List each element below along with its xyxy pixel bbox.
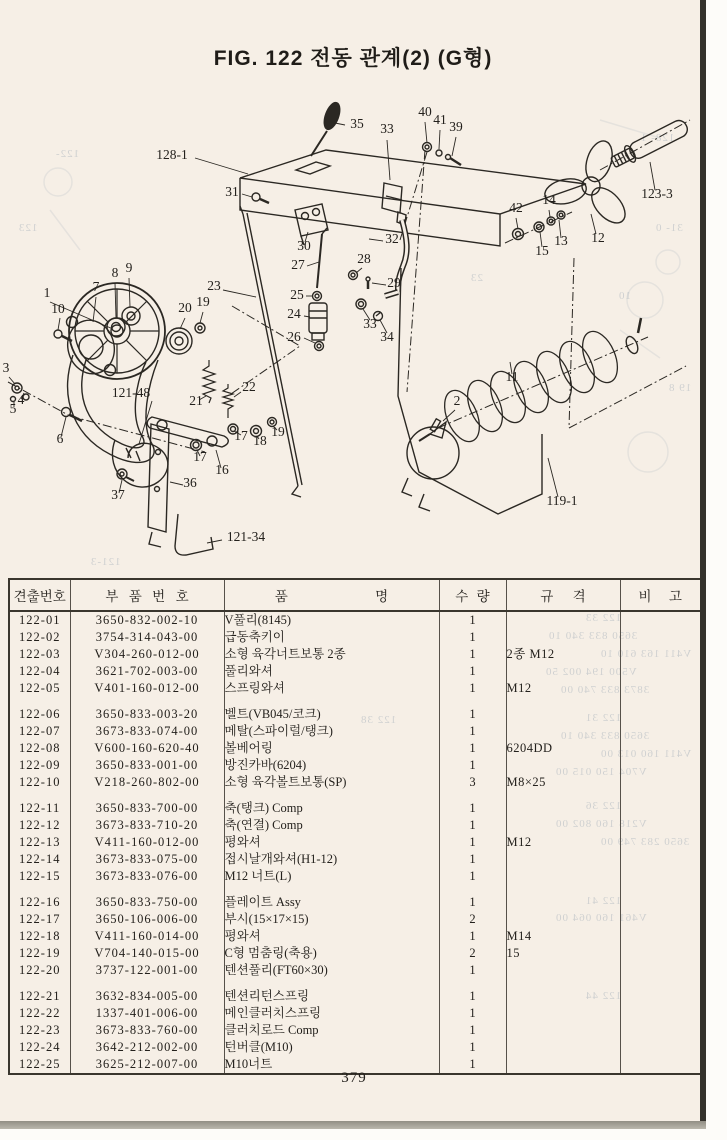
item-no-cell: 122-18 (19, 929, 61, 943)
screw-set (423, 143, 462, 166)
callout-17: 17 (234, 428, 248, 443)
remark-cell (620, 1022, 701, 1039)
remark-cell (620, 928, 701, 945)
callout-41: 41 (433, 112, 447, 127)
callout-14: 14 (542, 192, 556, 207)
part-no-cell: 1337-401-006-00 (70, 1005, 224, 1022)
item-no-cell: 122-22 (19, 1006, 61, 1020)
part-no-cell: 3673-833-074-00 (70, 723, 224, 740)
callout-37: 37 (111, 487, 125, 502)
qty-cell: 1 (439, 834, 506, 851)
table-row (9, 851, 701, 868)
table-row (9, 646, 701, 663)
spec-cell (506, 851, 620, 868)
qty-cell: 3 (439, 774, 506, 791)
part-no-cell: V704-140-015-00 (70, 945, 224, 962)
spec-cell (506, 1039, 620, 1056)
spec-cell: 2종 M12 (506, 646, 620, 663)
remark-cell (620, 851, 701, 868)
bleedthrough-ghost-text: 122- (55, 148, 80, 160)
callout-2: 2 (453, 393, 461, 408)
header-item-no: 견출번호 (9, 579, 70, 611)
spec-cell (506, 629, 620, 646)
header-part-name: 품 명 (224, 579, 439, 611)
header-part-no: 부 품 번 호 (70, 579, 224, 611)
remark-cell (620, 800, 701, 817)
callout-35: 35 (350, 116, 364, 131)
callout-23: 23 (207, 278, 221, 293)
table-row (9, 663, 701, 680)
table-row (9, 868, 701, 885)
item-no-cell: 122-14 (19, 852, 61, 866)
spec-cell: M12 (506, 680, 620, 697)
hinge-plate (252, 193, 328, 245)
bleedthrough-ghost-text: 123 (18, 222, 38, 234)
hook-bracket (175, 514, 213, 555)
callout-121-34: 121-34 (226, 529, 266, 544)
remark-cell (620, 911, 701, 928)
item-no-cell: 122-11 (19, 801, 61, 815)
qty-cell: 1 (439, 740, 506, 757)
callout-30: 30 (297, 238, 311, 253)
bleedthrough-ghost-text: 10 (618, 290, 631, 302)
table-header-row (9, 579, 701, 611)
tension-pulley (166, 323, 205, 354)
part-name-cell: C형 멈춤링(축용) (224, 945, 439, 962)
table-group-gap (9, 979, 701, 988)
spec-cell (506, 988, 620, 1005)
bleedthrough-ghost-text: 121-3 (90, 556, 121, 568)
part-name-cell: 벨트(VB045/코크) (224, 706, 439, 723)
item-no-cell: 122-25 (19, 1057, 61, 1071)
qty-cell: 1 (439, 1039, 506, 1056)
callout-33: 33 (363, 316, 377, 331)
part-no-cell: 3650-833-001-00 (70, 757, 224, 774)
spec-cell (506, 1022, 620, 1039)
bleedthrough-ghost-text: V461 160 064 00 (555, 912, 647, 924)
part-no-cell: 3650-832-002-10 (70, 611, 224, 629)
part-name-cell: M12 너트(L) (224, 868, 439, 885)
remark-cell (620, 1039, 701, 1056)
part-name-cell: 메탈(스파이럴/탱크) (224, 723, 439, 740)
part-no-cell: V411-160-014-00 (70, 928, 224, 945)
table-row (9, 680, 701, 697)
part-name-cell: 평와셔 (224, 928, 439, 945)
part-no-cell: 3650-833-003-20 (70, 706, 224, 723)
item-no-cell: 122-19 (19, 946, 61, 960)
callout-16: 16 (215, 462, 229, 477)
item-no-cell: 122-02 (19, 630, 61, 644)
callout-7: 7 (92, 279, 100, 294)
spec-cell: M14 (506, 928, 620, 945)
item-no-cell: 122-07 (19, 724, 61, 738)
part-name-cell: 메인클러치스프링 (224, 1005, 439, 1022)
parts-diagram (0, 88, 727, 574)
bleedthrough-ghost-text: 122 44 (585, 990, 622, 1002)
part-name-cell: 플레이트 Assy (224, 894, 439, 911)
qty-cell: 1 (439, 706, 506, 723)
callout-labels (3, 104, 673, 544)
qty-cell: 1 (439, 629, 506, 646)
callout-29: 29 (387, 275, 401, 290)
damper-assembly (309, 228, 327, 351)
part-name-cell: V풀리(8145) (224, 611, 439, 629)
table-row (9, 611, 701, 629)
callout-28: 28 (357, 251, 371, 266)
item-no-cell: 122-01 (19, 613, 61, 627)
remark-cell (620, 988, 701, 1005)
spec-cell (506, 663, 620, 680)
construction-lines (8, 120, 690, 452)
callout-3: 3 (2, 360, 10, 375)
part-name-cell: 급동축키이 (224, 629, 439, 646)
bleedthrough-ghost-text: 122 33 (585, 612, 622, 624)
qty-cell: 1 (439, 800, 506, 817)
qty-cell: 1 (439, 663, 506, 680)
v-belt (68, 355, 168, 487)
qty-cell: 1 (439, 928, 506, 945)
qty-cell: 1 (439, 723, 506, 740)
callout-31: 31 (225, 184, 239, 199)
callout-4: 4 (17, 392, 25, 407)
item-no-cell: 122-12 (19, 818, 61, 832)
spec-cell (506, 1005, 620, 1022)
header-spec: 규 격 (506, 579, 620, 611)
qty-cell: 1 (439, 757, 506, 774)
parts-table (8, 578, 702, 1075)
qty-cell: 1 (439, 680, 506, 697)
part-no-cell: V304-260-012-00 (70, 646, 224, 663)
remark-cell (620, 1005, 701, 1022)
bleedthrough-ghost-text: V704 150 015 00 (555, 766, 647, 778)
bleedthrough-ghost-text: V411 163 610 10 (600, 648, 692, 660)
item-no-cell: 122-23 (19, 1023, 61, 1037)
qty-cell: 1 (439, 962, 506, 979)
parts-table-body (9, 611, 701, 1074)
item-no-cell: 122-21 (19, 989, 61, 1003)
auger-assembly (398, 268, 641, 514)
figure-title: FIG. 122 전동 관계(2) (G형) (213, 47, 493, 70)
clamp-bracket (382, 183, 406, 225)
table-row (9, 740, 701, 757)
part-no-cell: 3737-122-001-00 (70, 962, 224, 979)
part-no-cell: 3754-314-043-00 (70, 629, 224, 646)
table-row (9, 834, 701, 851)
part-no-cell: 3673-833-760-00 (70, 1022, 224, 1039)
callout-5: 5 (9, 401, 17, 416)
leader-lines (9, 122, 655, 543)
remark-cell (620, 611, 701, 629)
table-row (9, 1022, 701, 1039)
bleedthrough-ghost-text: V500 194 002 50 (545, 666, 637, 678)
table-row (9, 800, 701, 817)
part-name-cell: 클러치로드 Comp (224, 1022, 439, 1039)
part-name-cell: 풀리와셔 (224, 663, 439, 680)
part-name-cell: 텐션풀리(FT60×30) (224, 962, 439, 979)
bleedthrough-ghost-text: 122 38 (360, 714, 397, 726)
remark-cell (620, 945, 701, 962)
part-name-cell: 부시(15×17×15) (224, 911, 439, 928)
remark-cell (620, 680, 701, 697)
callout-22: 22 (242, 379, 256, 394)
callout-36: 36 (183, 475, 197, 490)
part-no-cell: V401-160-012-00 (70, 680, 224, 697)
part-no-cell: 3650-106-006-00 (70, 911, 224, 928)
spec-cell: M8×25 (506, 774, 620, 791)
callout-123-3: 123-3 (641, 186, 673, 201)
callout-27: 27 (291, 257, 305, 272)
table-row (9, 928, 701, 945)
qty-cell: 1 (439, 1022, 506, 1039)
table-row (9, 988, 701, 1005)
callout-40: 40 (418, 104, 432, 119)
table-row (9, 629, 701, 646)
table-row (9, 723, 701, 740)
part-name-cell: 소형 육각너트보통 2종 (224, 646, 439, 663)
table-row (9, 911, 701, 928)
part-no-cell: 3621-702-003-00 (70, 663, 224, 680)
table-row (9, 757, 701, 774)
qty-cell: 1 (439, 894, 506, 911)
callout-10: 10 (51, 301, 65, 316)
remark-cell (620, 663, 701, 680)
part-name-cell: 방진카바(6204) (224, 757, 439, 774)
part-name-cell: 축(탱크) Comp (224, 800, 439, 817)
callout-15: 15 (535, 243, 549, 258)
spec-cell (506, 706, 620, 723)
bleedthrough-ghost-text: 3650 833 340 10 (548, 630, 638, 642)
callout-11: 11 (505, 369, 519, 384)
callout-121-48: 121-48 (111, 385, 151, 400)
part-no-cell: 3673-833-710-20 (70, 817, 224, 834)
header-remark: 비 고 (620, 579, 701, 611)
remark-cell (620, 817, 701, 834)
callout-8: 8 (111, 265, 119, 280)
qty-cell: 1 (439, 1005, 506, 1022)
spec-cell (506, 800, 620, 817)
bleedthrough-ghost-text: 19 8 (668, 382, 692, 394)
table-row (9, 817, 701, 834)
qty-cell: 1 (439, 988, 506, 1005)
spec-cell: 15 (506, 945, 620, 962)
part-name-cell: 평와셔 (224, 834, 439, 851)
remark-cell (620, 962, 701, 979)
spec-cell: 6204DD (506, 740, 620, 757)
part-name-cell: M10너트 (224, 1056, 439, 1074)
remark-cell (620, 723, 701, 740)
table-row (9, 894, 701, 911)
spec-cell (506, 868, 620, 885)
bleedthrough-ghost-text: 122 31 (585, 712, 622, 724)
table-group-gap (9, 791, 701, 800)
part-no-cell: 3642-212-002-00 (70, 1039, 224, 1056)
part-no-cell: 3625-212-007-00 (70, 1056, 224, 1074)
item-no-cell: 122-13 (19, 835, 61, 849)
callout-6: 6 (56, 431, 64, 446)
bleedthrough-ghost-text: 23 (470, 272, 483, 284)
spec-cell (506, 962, 620, 979)
part-no-cell: 3673-833-075-00 (70, 851, 224, 868)
table-row (9, 945, 701, 962)
callout-24: 24 (287, 306, 301, 321)
bleedthrough-ghost-text: 122 41 (585, 895, 622, 907)
qty-cell: 1 (439, 646, 506, 663)
qty-cell: 1 (439, 817, 506, 834)
scan-edge-bottom (0, 1121, 706, 1129)
part-name-cell: 볼베어링 (224, 740, 439, 757)
table-row (9, 1005, 701, 1022)
item-no-cell: 122-05 (19, 681, 61, 695)
qty-cell: 1 (439, 611, 506, 629)
callout-9: 9 (125, 260, 133, 275)
callout-25: 25 (290, 287, 304, 302)
part-no-cell: V411-160-012-00 (70, 834, 224, 851)
springs (203, 360, 233, 418)
callout-20: 20 (178, 300, 192, 315)
callout-39: 39 (449, 119, 463, 134)
qty-cell: 2 (439, 945, 506, 962)
scan-margin-right (706, 0, 727, 1140)
spec-cell (506, 911, 620, 928)
table-row (9, 1039, 701, 1056)
callout-18: 18 (253, 433, 267, 448)
auger-screw (438, 326, 625, 446)
bleedthrough-ghost-text: 3650 833 340 10 (560, 730, 650, 742)
bleedthrough-ghost-text: 122 36 (585, 800, 622, 812)
remark-cell (620, 774, 701, 791)
callout-26: 26 (287, 329, 301, 344)
header-qty: 수 량 (439, 579, 506, 611)
part-no-cell: V600-160-620-40 (70, 740, 224, 757)
callout-119-1: 119-1 (546, 493, 578, 508)
bleedthrough-ghost-text: 31- 0 (655, 222, 683, 234)
remark-cell (620, 834, 701, 851)
bleedthrough-ghost-text: V218 160 802 00 (555, 818, 647, 830)
scan-margin-bottom (0, 1129, 706, 1140)
callout-21: 21 (189, 393, 203, 408)
callout-1: 1 (43, 285, 51, 300)
callout-13: 13 (554, 233, 568, 248)
spec-cell (506, 723, 620, 740)
part-name-cell: 축(연결) Comp (224, 817, 439, 834)
callout-128-1: 128-1 (156, 147, 188, 162)
spec-cell: M12 (506, 834, 620, 851)
remark-cell (620, 706, 701, 723)
part-name-cell: 소형 육각볼트보통(SP) (224, 774, 439, 791)
qty-cell: 2 (439, 911, 506, 928)
remark-cell (620, 868, 701, 885)
remark-cell (620, 646, 701, 663)
part-name-cell: 접시날개와셔(H1-12) (224, 851, 439, 868)
bleedthrough-ghost-text: 128- 1 (640, 132, 675, 144)
remark-cell (620, 894, 701, 911)
item-no-cell: 122-16 (19, 895, 61, 909)
callout-32: 32 (385, 231, 399, 246)
part-name-cell: 텐션리턴스프링 (224, 988, 439, 1005)
part-no-cell: V218-260-802-00 (70, 774, 224, 791)
spec-cell (506, 757, 620, 774)
spec-cell (506, 817, 620, 834)
bleedthrough-ghost-text: 3873 833 740 00 (560, 684, 650, 696)
part-no-cell: 3673-833-076-00 (70, 868, 224, 885)
bleedthrough-ghost-text: V411 160 013 00 (600, 748, 692, 760)
qty-cell: 1 (439, 851, 506, 868)
qty-cell: 1 (439, 1056, 506, 1074)
part-no-cell: 3650-833-700-00 (70, 800, 224, 817)
callout-34: 34 (380, 329, 394, 344)
main-pulley (11, 283, 166, 421)
item-no-cell: 122-09 (19, 758, 61, 772)
callout-17: 17 (193, 449, 207, 464)
item-no-cell: 122-08 (19, 741, 61, 755)
part-no-cell: 3632-834-005-00 (70, 988, 224, 1005)
spec-cell (506, 611, 620, 629)
part-name-cell: 턴버클(M10) (224, 1039, 439, 1056)
part-no-cell: 3650-833-750-00 (70, 894, 224, 911)
item-no-cell: 122-24 (19, 1040, 61, 1054)
table-row (9, 706, 701, 723)
qty-cell: 1 (439, 868, 506, 885)
remark-cell (620, 757, 701, 774)
item-no-cell: 122-10 (19, 775, 61, 789)
remark-cell (620, 629, 701, 646)
table-group-gap (9, 885, 701, 894)
table-row (9, 962, 701, 979)
callout-33: 33 (380, 121, 394, 136)
item-no-cell: 122-06 (19, 707, 61, 721)
table-group-gap (9, 697, 701, 706)
callout-19: 19 (271, 424, 285, 439)
remark-cell (620, 740, 701, 757)
spec-cell (506, 894, 620, 911)
callout-42: 42 (509, 200, 523, 215)
callout-12: 12 (591, 230, 605, 245)
part-name-cell: 스프링와셔 (224, 680, 439, 697)
bleedthrough-ghost-text: 3650 283 749 00 (600, 836, 690, 848)
item-no-cell: 122-20 (19, 963, 61, 977)
item-no-cell: 122-04 (19, 664, 61, 678)
item-no-cell: 122-15 (19, 869, 61, 883)
item-no-cell: 122-17 (19, 912, 61, 926)
table-row (9, 774, 701, 791)
page-number: 379 (341, 1070, 367, 1086)
callout-19: 19 (196, 294, 210, 309)
item-no-cell: 122-03 (19, 647, 61, 661)
